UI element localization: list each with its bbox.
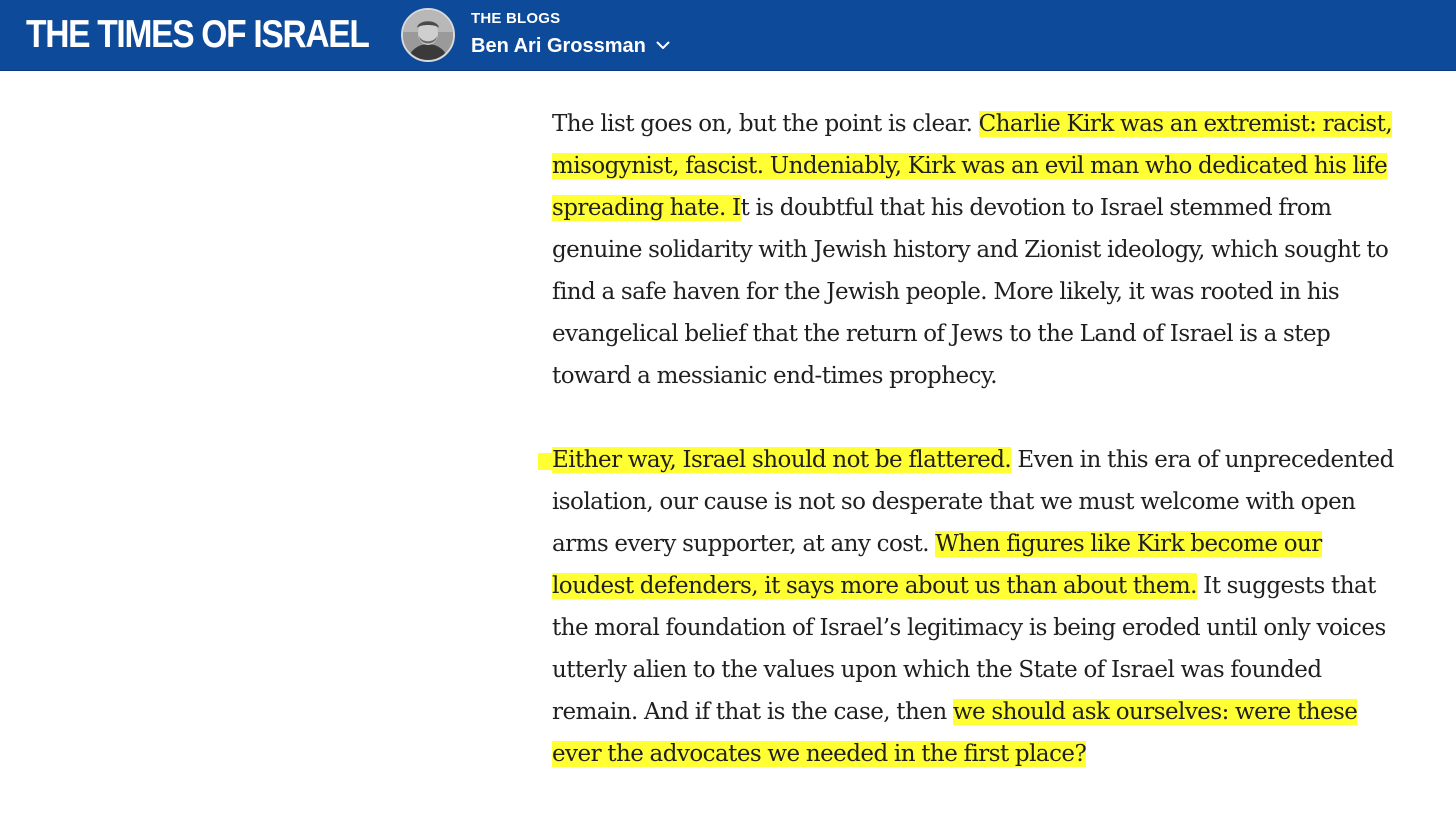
paragraph-text: The list goes on, but the point is clear. [552, 111, 979, 137]
author-name: Ben Ari Grossman [471, 35, 646, 57]
highlighted-text: When figures like Kirk become our loudest defenders, it says more about us than about them. [552, 531, 1322, 599]
section-label[interactable]: THE BLOGS [471, 10, 561, 27]
avatar-photo-icon [403, 10, 453, 60]
article-paragraph [552, 439, 1394, 775]
author-avatar[interactable] [401, 8, 455, 62]
highlighted-text: we should ask ourselves: were these ever the advocates we needed in the first place? [552, 699, 1358, 767]
highlighted-text: Charlie Kirk was an extremist: racist, misogynist, fascist. Undeniably, Kirk was an evil man who dedicated his life spreading hate. I [552, 111, 1393, 221]
paragraph-text: It suggests that the moral foundation of Israel’s legitimacy is being eroded until only voices utterly alien to the values upon which the State of Israel was founded remain. And if that is the case, then [552, 573, 1386, 725]
highlight-mark [538, 453, 552, 470]
author-menu-button[interactable] [471, 33, 670, 58]
paragraph-text: t is doubtful that his devotion to Israel stemmed from genuine solidarity with Jewish history and Zionist ideology, which sought to find a safe haven for the Jewish people. More likely, it was rooted in his evangelical belief that the return of Jews to the Land of Israel is a step toward a messianic end-times prophecy. [552, 195, 1389, 389]
highlighted-text: Either way, Israel should not be flattered. [552, 447, 1012, 473]
article-body [552, 103, 1394, 817]
paragraph-text: Even in this era of unprecedented isolation, our cause is not so desperate that we must welcome with open arms every supporter, at any cost. [552, 447, 1394, 557]
article-paragraph [552, 103, 1394, 397]
site-logo[interactable]: THE TIMES OF ISRAEL [26, 13, 369, 56]
site-header [0, 0, 1456, 71]
chevron-down-icon [656, 33, 670, 56]
